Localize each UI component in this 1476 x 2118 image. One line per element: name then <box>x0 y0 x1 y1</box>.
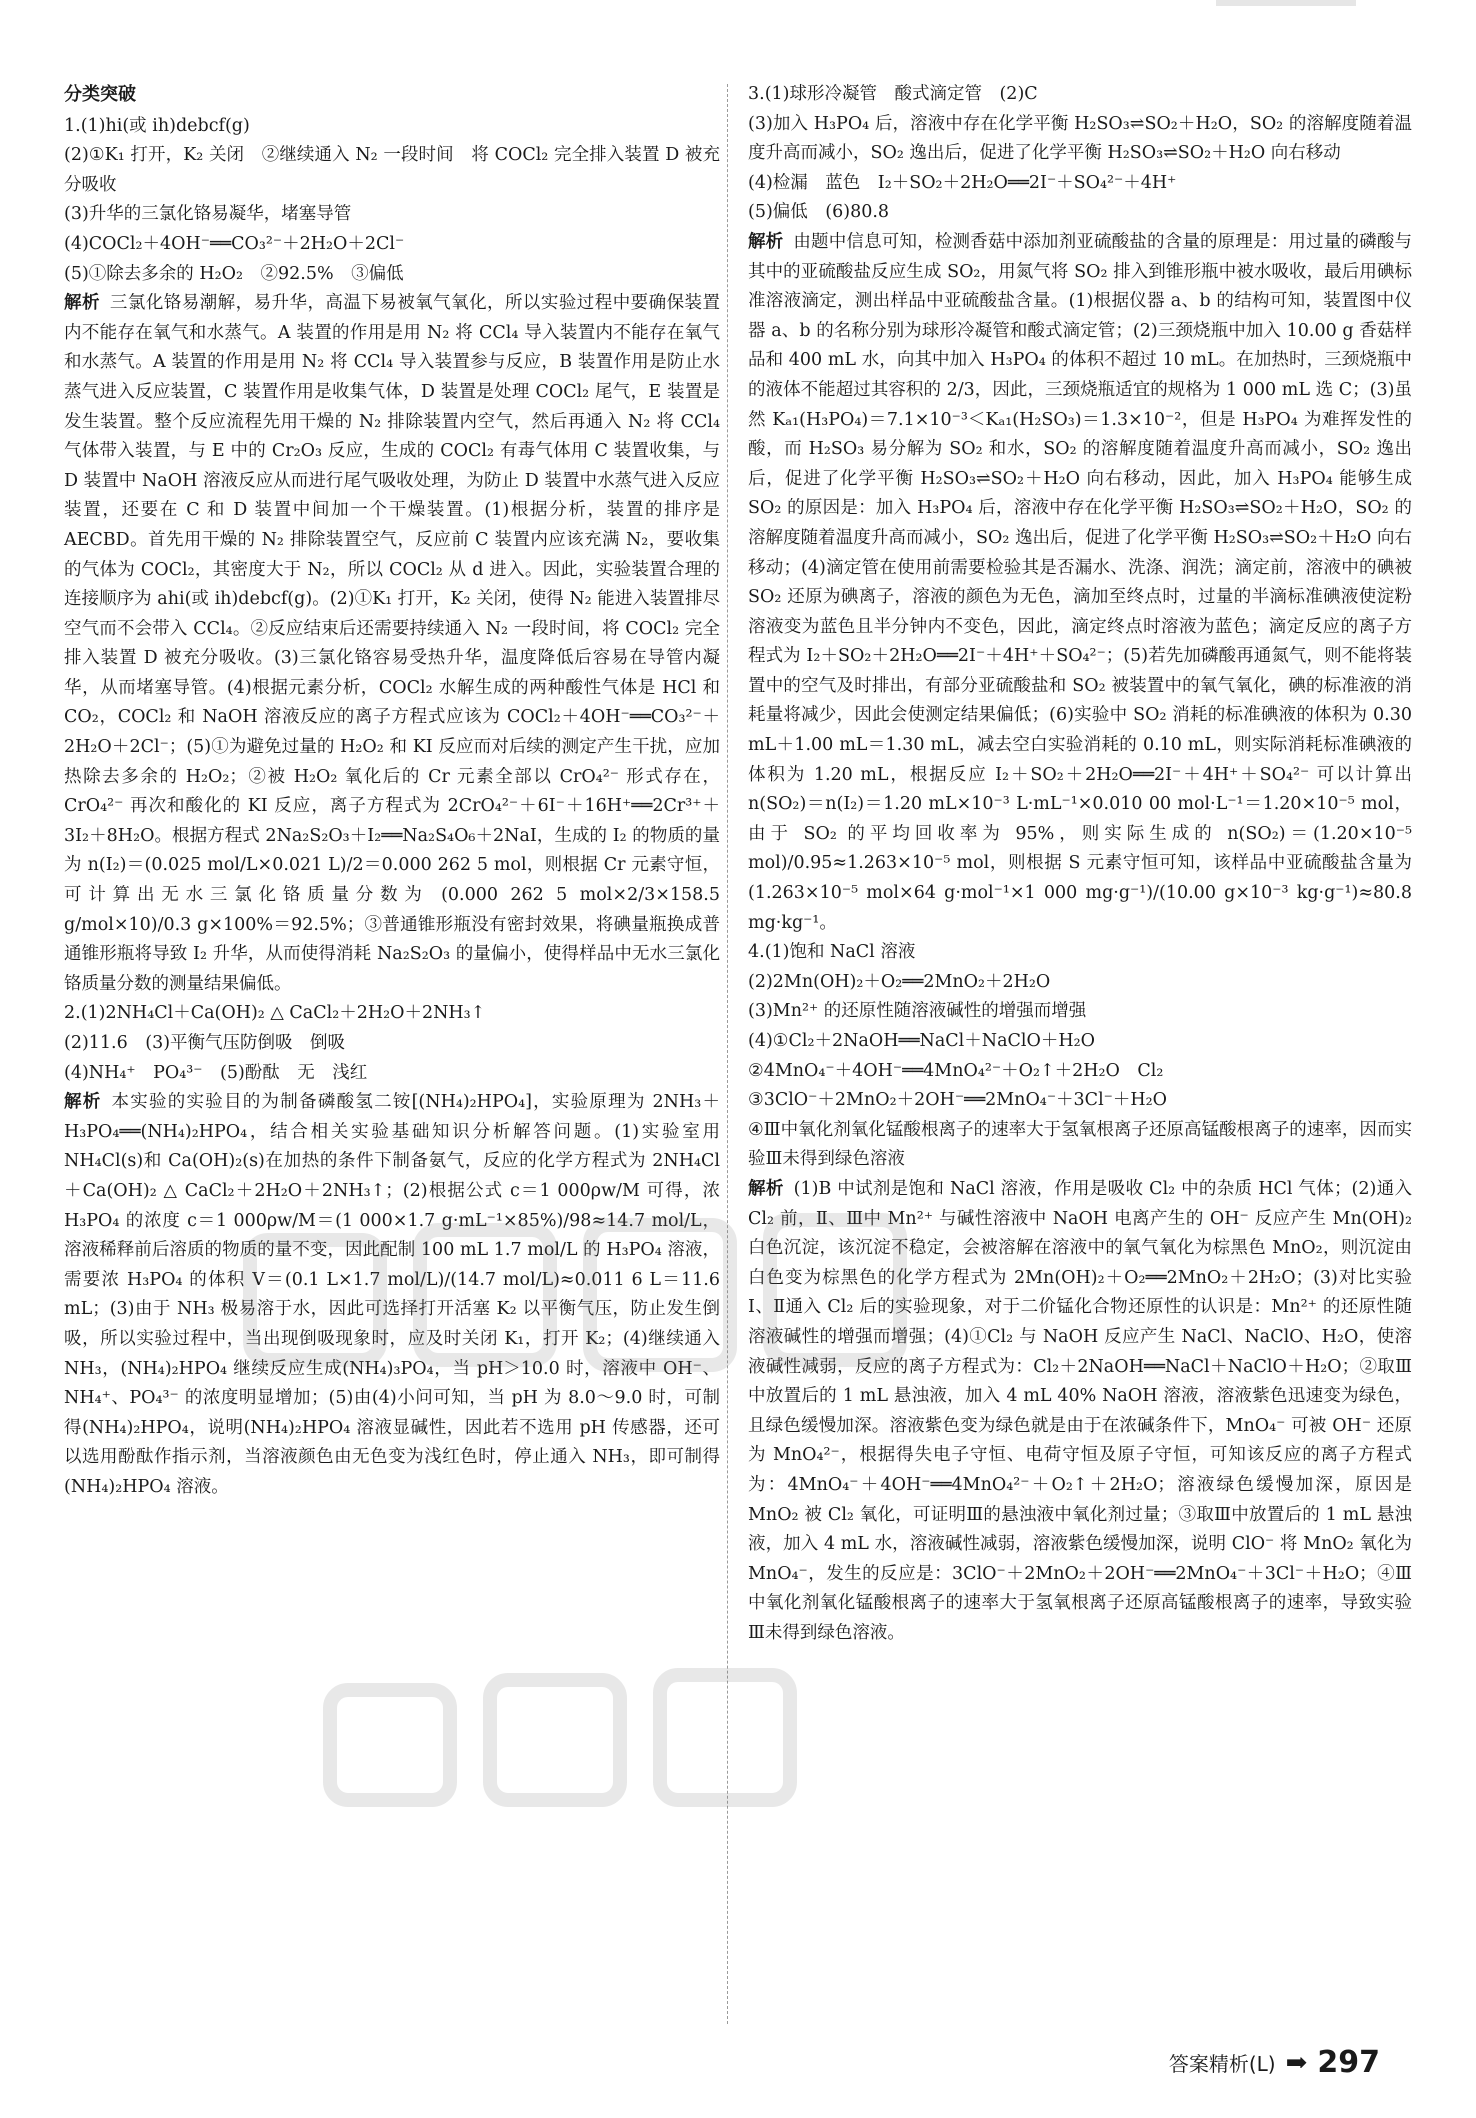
q4-line: ②4MnO₄⁻＋4OH⁻══4MnO₄²⁻＋O₂↑＋2H₂O Cl₂ <box>748 1060 1164 1081</box>
arrow-right-icon: ➡ <box>1285 2047 1308 2078</box>
page-footer <box>1169 2045 1380 2080</box>
q3-line: 3.(1)球形冷凝管 酸式滴定管 (2)C <box>748 84 1038 104</box>
q4-line: (2)2Mn(OH)₂＋O₂══2MnO₂＋2H₂O <box>748 971 1051 992</box>
page-number: 297 <box>1317 2045 1380 2080</box>
q1-analysis-text: 三氯化铬易潮解，易升华，高温下易被氧气氧化，所以实验过程中要确保装置内不能存在氧气和水蒸气。A 装置的作用是用 N₂ 将 CCl₄ 导入装置内不能存在氧气和水蒸气。A 装置的作用是用 N₂ 将 CCl₄ 导入装置参与反应，B 装置作用是防止水蒸气进入反应装置，C 装置作用是收集气体，D 装置是处理 COCl₂ 尾气，E 装置是发生装置。整个反应流程先用干燥的 N₂ 排除装置内空气，然后再通入 N₂ 将 CCl₄ 气体带入装置，与 E 中的 Cr₂O₃ 反应，生成的 COCl₂ 有毒气体用 C 装置收集，与 D 装置中 NaOH 溶液反应从而进行尾气吸收处理，为防止 D 装置中水蒸气进入反应装置，还要在 C 和 D 装置中间加一个干燥装置。(1)根据分析，装置的排序是 AECBD。首先用干燥的 N₂ 排除装置空气，反应前 C 装置内应该充满 N₂，要收集的气体为 COCl₂，其密度大于 N₂，所以 COCl₂ 从 d 进入。因此，实验装置合理的连接顺序为 ahi(或 ih)debcf(g)。(2)①K₁ 打开，K₂ 关闭，使得 N₂ 能进入装置排尽空气而不会带入 CCl₄。②反应结束后还需要持续通入 N₂ 一段时间，将 COCl₂ 完全排入装置 D 被充分吸收。(3)三氯化铬容易受热升华，温度降低后容易在导管内凝华，从而堵塞导管。(4)根据元素分析，COCl₂ 水解生成的两种酸性气体是 HCl 和 CO₂，COCl₂ 和 NaOH 溶液反应的离子方程式应该为 COCl₂＋4OH⁻══CO₃²⁻＋2H₂O＋2Cl⁻；(5)①为避免过量的 H₂O₂ 和 KI 反应而对后续的测定产生干扰，应加热除去多余的 H₂O₂；②被 H₂O₂ 氧化后的 Cr 元素全部以 CrO₄²⁻ 形式存在，CrO₄²⁻ 再次和酸化的 KI 反应，离子方程式为 2CrO₄²⁻＋6I⁻＋16H⁺══2Cr³⁺＋3I₂＋8H₂O。根据方程式 2Na₂S₂O₃＋I₂══Na₂S₄O₆＋2NaI，生成的 I₂ 的物质的量为 n(I₂)＝(0.025 mol/L×0.021 L)/2＝0.000 262 5 mol，则根据 Cr 元素守恒，可计算出无水三氯化铬质量分数为 (0.000 262 5 mol×2/3×158.5 g/mol×10)/0.3 g×100%＝92.5%；③普通锥形瓶没有密封效果，将碘量瓶换成普通锥形瓶将导致 I₂ 升华，从而使得消耗 Na₂S₂O₃ 的量偏小，使得样品中无水三氯化铬质量分数的测量结果偏低。 <box>64 293 721 994</box>
q3-line: (4)检漏 蓝色 I₂＋SO₂＋2H₂O══2I⁻＋SO₄²⁻＋4H⁺ <box>748 172 1177 193</box>
q4-line: 4.(1)饱和 NaCl 溶液 <box>748 942 916 963</box>
q3-analysis <box>748 228 1412 938</box>
q1-line: (5)①除去多余的 H₂O₂ ②92.5% ③偏低 <box>64 263 404 284</box>
q3-analysis-text: 由题中信息可知，检测香菇中添加剂亚硫酸盐的含量的原理是：用过量的磷酸与其中的亚硫酸盐反应生成 SO₂，用氮气将 SO₂ 排入到锥形瓶中被水吸收，最后用碘标准溶液滴定，测出样品中亚硫酸盐含量。(1)根据仪器 a、b 的结构可知，装置图中仪器 a、b 的名称分别为球形冷凝管和酸式滴定管；(2)三颈烧瓶中加入 10.00 g 香菇样品和 400 mL 水，向其中加入 H₃PO₄ 的体积不超过 10 mL。在加热时，三颈烧瓶中的液体不能超过其容积的 2/3，因此，三颈烧瓶适宜的规格为 1 000 mL 选 C；(3)虽然 Kₐ₁(H₃PO₄)＝7.1×10⁻³＜Kₐ₁(H₂SO₃)＝1.3×10⁻²，但是 H₃PO₄ 为难挥发性的酸，而 H₂SO₃ 易分解为 SO₂ 和水，SO₂ 的溶解度随着温度升高而减小，SO₂ 逸出后，促进了化学平衡 H₂SO₃⇌SO₂＋H₂O 向右移动，因此，加入 H₃PO₄ 能够生成 SO₂ 的原因是：加入 H₃PO₄ 后，溶液中存在化学平衡 H₂SO₃⇌SO₂＋H₂O，SO₂ 的溶解度随着温度升高而减小，SO₂ 逸出后，促进了化学平衡 H₂SO₃⇌SO₂＋H₂O 向右移动；(4)滴定管在使用前需要检验其是否漏水、洗涤、润洗；滴定前，溶液中的碘被 SO₂ 还原为碘离子，溶液的颜色为无色，滴加至终点时，过量的半滴标准碘液使淀粉溶液变为蓝色且半分钟内不变色，因此，滴定终点时溶液为蓝色；滴定反应的离子方程式为 I₂＋SO₂＋2H₂O══2I⁻＋4H⁺＋SO₄²⁻；(5)若先加磷酸再通氮气，则不能将装置中的空气及时排出，有部分亚硫酸盐和 SO₂ 被装置中的氧气氧化，碘的标准液的消耗量将减少，因此会使测定结果偏低；(6)实验中 SO₂ 消耗的标准碘液的体积为 0.30 mL＋1.00 mL＝1.30 mL，减去空白实验消耗的 0.10 mL，则实际消耗标准碘液的体积为 1.20 mL，根据反应 I₂＋SO₂＋2H₂O══2I⁻＋4H⁺＋SO₄²⁻ 可以计算出 n(SO₂)＝n(I₂)＝1.20 mL×10⁻³ L·mL⁻¹×0.010 00 mol·L⁻¹＝1.20×10⁻⁵ mol，由于 SO₂ 的平均回收率为 95%，则实际生成的 n(SO₂)＝(1.20×10⁻⁵ mol)/0.95≈1.263×10⁻⁵ mol，则根据 S 元素守恒可知，该样品中亚硫酸盐含量为 (1.263×10⁻⁵ mol×64 g·mol⁻¹×1 000 mg·g⁻¹)/(10.00 g×10⁻³ kg·g⁻¹)≈80.8 mg·kg⁻¹。 <box>748 231 1413 933</box>
q4-line: ④Ⅲ中氧化剂氧化锰酸根离子的速率大于氢氧根离子还原高锰酸根离子的速率，因而实验Ⅲ未得到绿色溶液 <box>748 1119 1412 1170</box>
footer-label: 答案精析(L) <box>1168 2052 1276 2076</box>
q3-line: (5)偏低 (6)80.8 <box>748 202 890 223</box>
q4-line: (4)①Cl₂＋2NaOH══NaCl＋NaClO＋H₂O <box>748 1031 1095 1051</box>
q4-line: ③3ClO⁻＋2MnO₂＋2OH⁻══2MnO₄⁻＋3Cl⁻＋H₂O <box>748 1090 1168 1111</box>
right-column <box>748 80 1412 1648</box>
q2-analysis-text: 本实验的实验目的为制备磷酸氢二铵[(NH₄)₂HPO₄]，实验原理为 2NH₃＋H₃PO₄══(NH₄)₂HPO₄，结合相关实验基础知识分析解答问题。(1)实验室用 NH₄Cl(s)和 Ca(OH)₂(s)在加热的条件下制备氨气，反应的化学方程式为 2NH₄Cl＋Ca(OH)₂ △ CaCl₂＋2H₂O＋2NH₃↑；(2)根据公式 c＝1 000ρw/M 可得，浓 H₃PO₄ 的浓度 c＝1 000ρw/M＝(1 000×1.7 g·mL⁻¹×85%)/98≈14.7 mol/L，溶液稀释前后溶质的物质的量不变，因此配制 100 mL 1.7 mol/L 的 H₃PO₄ 溶液，需要浓 H₃PO₄ 的体积 V＝(0.1 L×1.7 mol/L)/(14.7 mol/L)≈0.011 6 L＝11.6 mL；(3)由于 NH₃ 极易溶于水，因此可选择打开活塞 K₂ 以平衡气压，防止发生倒吸，所以实验过程中，当出现倒吸现象时，应及时关闭 K₁，打开 K₂；(4)继续通入 NH₃，(NH₄)₂HPO₄ 继续反应生成(NH₄)₃PO₄，当 pH＞10.0 时，溶液中 OH⁻、NH₄⁺、PO₄³⁻ 的浓度明显增加；(5)由(4)小问可知，当 pH 为 8.0～9.0 时，可制得(NH₄)₂HPO₄，说明(NH₄)₂HPO₄ 溶液显碱性，因此若不选用 pH 传感器，还可以选用酚酞作指示剂，当溶液颜色由无色变为浅红色时，停止通入 NH₃，即可制得(NH₄)₂HPO₄ 溶液。 <box>64 1092 720 1497</box>
q1-line: (3)升华的三氯化铬易凝华，堵塞导管 <box>64 204 352 225</box>
q2-analysis <box>64 1088 720 1502</box>
q4-analysis <box>748 1175 1412 1649</box>
q1-line: 1.(1)hi(或 ih)debcf(g) <box>64 115 250 136</box>
q1-analysis <box>64 289 720 999</box>
q4-line: (3)Mn²⁺ 的还原性随溶液碱性的增强而增强 <box>748 1001 1087 1022</box>
q3-line: (3)加入 H₃PO₄ 后，溶液中存在化学平衡 H₂SO₃⇌SO₂＋H₂O，SO₂ 的溶解度随着温度升高而减小，SO₂ 逸出后，促进了化学平衡 H₂SO₃⇌SO₂＋H₂O 向右移动 <box>748 113 1412 164</box>
q4-analysis-text: (1)B 中试剂是饱和 NaCl 溶液，作用是吸收 Cl₂ 中的杂质 HCl 气体；(2)通入 Cl₂ 前，Ⅱ、Ⅲ中 Mn²⁺ 与碱性溶液中 NaOH 电离产生的 OH⁻ 反应产生 Mn(OH)₂ 白色沉淀，该沉淀不稳定，会被溶解在溶液中的氧气氧化为棕黑色 MnO₂，则沉淀由白色变为棕黑色的化学方程式为 2Mn(OH)₂＋O₂══2MnO₂＋2H₂O；(3)对比实验Ⅰ、Ⅱ通入 Cl₂ 后的实验现象，对于二价锰化合物还原性的认识是：Mn²⁺ 的还原性随溶液碱性的增强而增强；(4)①Cl₂ 与 NaOH 反应产生 NaCl、NaClO、H₂O，使溶液碱性减弱，反应的离子方程式为：Cl₂＋2NaOH══NaCl＋NaClO＋H₂O；②取Ⅲ中放置后的 1 mL 悬浊液，加入 4 mL 40% NaOH 溶液，溶液紫色迅速变为绿色，且绿色缓慢加深。溶液紫色变为绿色就是由于在浓碱条件下，MnO₄⁻ 可被 OH⁻ 还原为 MnO₄²⁻，根据得失电子守恒、电荷守恒及原子守恒，可知该反应的离子方程式为：4MnO₄⁻＋4OH⁻══4MnO₄²⁻＋O₂↑＋2H₂O；溶液绿色缓慢加深，原因是 MnO₂ 被 Cl₂ 氧化，可证明Ⅲ的悬浊液中氧化剂过量；③取Ⅲ中放置后的 1 mL 悬浊液，加入 4 mL 水，溶液碱性减弱，溶液紫色缓慢加深，说明 ClO⁻ 将 MnO₂ 氧化为 MnO₄⁻，发生的反应是：3ClO⁻＋2MnO₂＋2OH⁻══2MnO₄⁻＋3Cl⁻＋H₂O；④Ⅲ中氧化剂氧化锰酸根离子的速率大于氢氧根离子还原高锰酸根离子的速率，导致实验Ⅲ未得到绿色溶液。 <box>748 1178 1413 1643</box>
top-edge-mark <box>1216 0 1356 6</box>
analysis-label: 解析 <box>748 231 784 252</box>
q1-line: (4)COCl₂＋4OH⁻══CO₃²⁻＋2H₂O＋2Cl⁻ <box>64 233 405 254</box>
q2-line: (2)11.6 (3)平衡气压防倒吸 倒吸 <box>64 1033 346 1053</box>
q2-line: 2.(1)2NH₄Cl＋Ca(OH)₂ △ CaCl₂＋2H₂O＋2NH₃↑ <box>64 1003 486 1024</box>
q2-line: (4)NH₄⁺ PO₄³⁻ (5)酚酞 无 浅红 <box>64 1062 368 1083</box>
q1-line: (2)①K₁ 打开，K₂ 关闭 ②继续通入 N₂ 一段时间 将 COCl₂ 完全排入装置 D 被充分吸收 <box>64 145 720 195</box>
section-title: 分类突破 <box>64 84 136 105</box>
column-divider <box>727 84 728 2024</box>
analysis-label: 解析 <box>64 293 100 314</box>
analysis-label: 解析 <box>748 1178 784 1199</box>
analysis-label: 解析 <box>64 1092 102 1113</box>
left-column <box>64 80 720 1503</box>
